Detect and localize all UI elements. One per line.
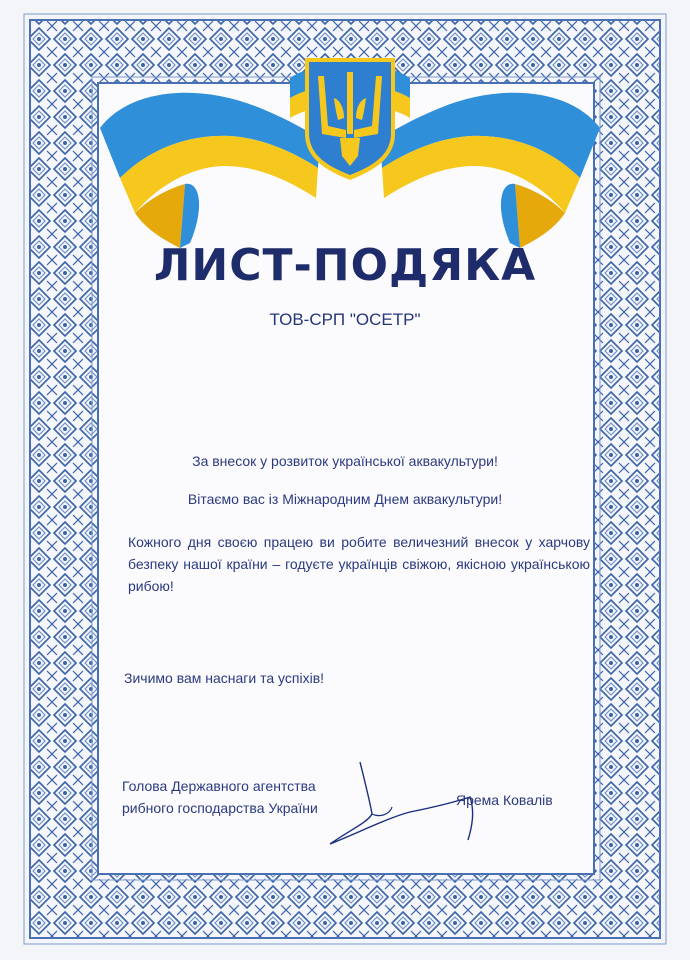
document-title: ЛИСТ-ПОДЯКА [153, 240, 537, 291]
signatory-position-line-2: рибного господарства України [122, 800, 318, 816]
paragraph-4: Зичимо вам наснаги та успіхів! [124, 670, 325, 686]
paragraph-2: Вітаємо вас із Міжнародним Днем аквакультури! [187, 491, 503, 507]
trident-coat-of-arms-icon [305, 58, 395, 180]
ukrainian-flag-ribbon-right [380, 93, 600, 248]
paragraph-3: Кожного дня своєю працею ви робите величезний внесок у харчову безпеку нашої країни – годуєте українців свіжою, якісною українською рибою! [128, 534, 590, 594]
ukrainian-flag-ribbon-left [100, 93, 320, 248]
paragraph-1: За внесок у розвиток української аквакультури! [192, 453, 498, 469]
signatory-name: Ярема Ковалів [456, 792, 553, 808]
flag-ribbon-emblem [90, 38, 610, 253]
signatory-position-line-1: Голова Державного агентства [122, 778, 316, 794]
recipient-organization: ТОВ-СРП "ОСЕТР" [269, 310, 421, 329]
